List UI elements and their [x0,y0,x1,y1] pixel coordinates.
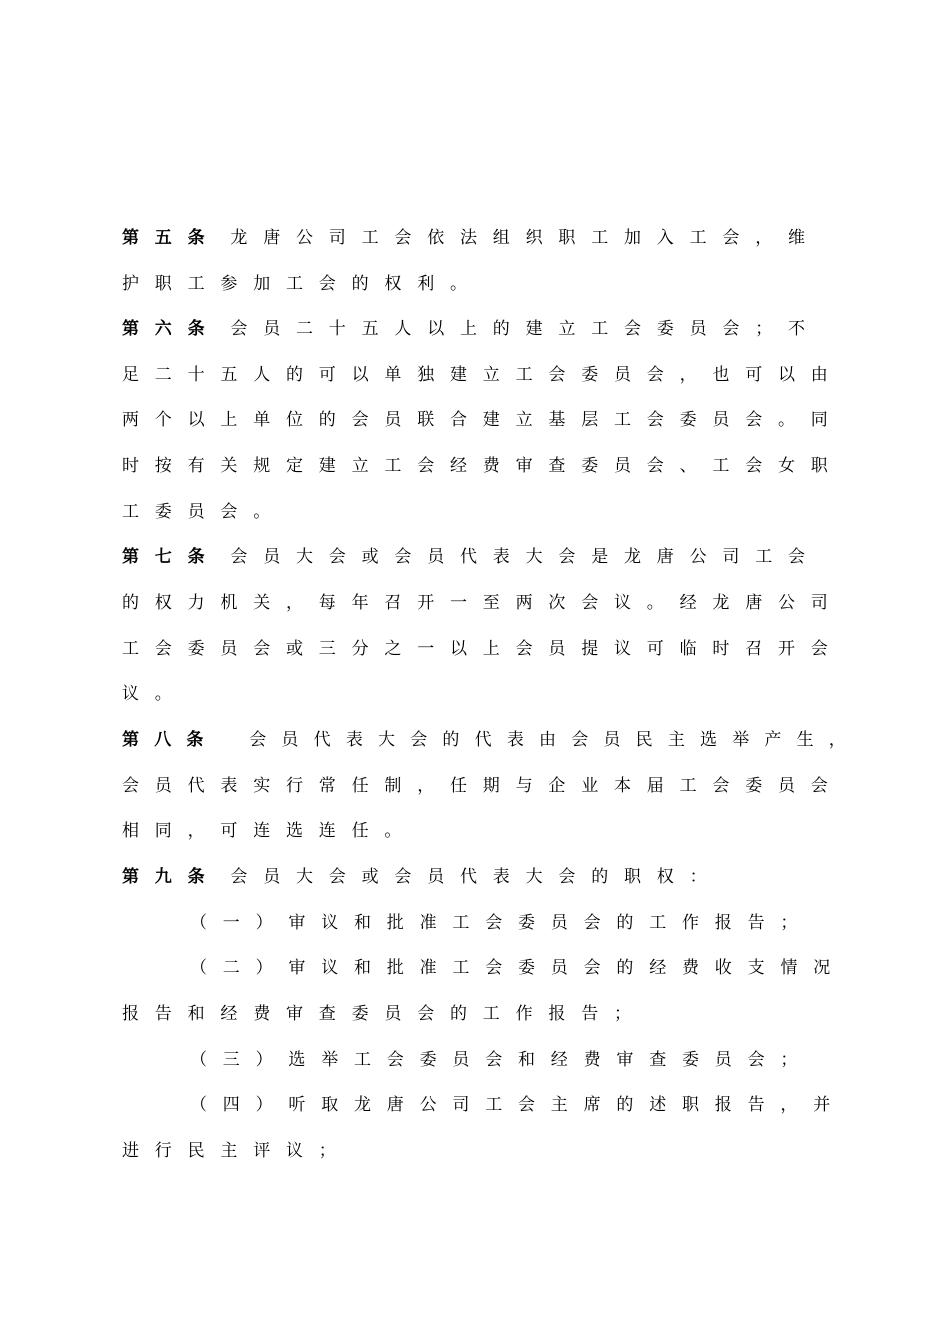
article-7-line-1 [122,542,822,572]
article-7-line-3: 工会委员会或三分之一以上会员提议可临时召开会 [122,639,844,659]
article-7-text: 会员大会或会员代表大会是龙唐公司工会 [230,547,821,567]
article-6-line-3: 两个以上单位的会员联合建立基层工会委员会。同 [122,410,844,430]
item-4-line-1: （四）听取龙唐公司工会主席的述职报告，并 [190,1095,846,1115]
article-8-line-2: 会员代表实行常任制，任期与企业本届工会委员会 [122,776,844,796]
article-9-line-1 [122,862,822,892]
article-5-line-1 [122,223,822,253]
article-9-text: 会员大会或会员代表大会的职权： [230,867,723,887]
item-1-line-1: （一）审议和批准工会委员会的工作报告； [190,913,814,933]
article-5-heading: 第五条 [122,228,221,248]
article-5-text: 龙唐公司工会依法组织职工加入工会，维 [230,228,821,248]
article-6-line-1 [122,314,822,344]
item-4-line-2: 进行民主评议； [122,1141,352,1161]
article-6-heading: 第六条 [122,319,221,339]
article-7-line-4: 议。 [122,684,188,704]
article-8-heading: 第八条 [122,730,219,750]
article-8-text: 会员代表大会的代表由会员民主选举产生， [228,730,862,750]
article-8-line-1 [122,725,862,755]
item-2-line-1: （二）审议和批准工会委员会的经费收支情况 [190,958,846,978]
article-8-line-3: 相同，可连选连任。 [122,821,418,841]
item-2-line-2: 报告和经费审查委员会的工作报告； [122,1004,647,1024]
article-5-line-2: 护职工参加工会的权利。 [122,274,483,294]
article-6-line-2: 足二十五人的可以单独建立工会委员会，也可以由 [122,365,844,385]
article-6-line-5: 工委员会。 [122,502,286,522]
article-7-line-2: 的权力机关，每年召开一至两次会议。经龙唐公司 [122,593,844,613]
article-6-line-4: 时按有关规定建立工会经费审查委员会、工会女职 [122,456,844,476]
article-7-heading: 第七条 [122,547,221,567]
article-6-text: 会员二十五人以上的建立工会委员会；不 [230,319,821,339]
item-3-line-1: （三）选举工会委员会和经费审查委员会； [190,1050,814,1070]
article-9-heading: 第九条 [122,867,221,887]
